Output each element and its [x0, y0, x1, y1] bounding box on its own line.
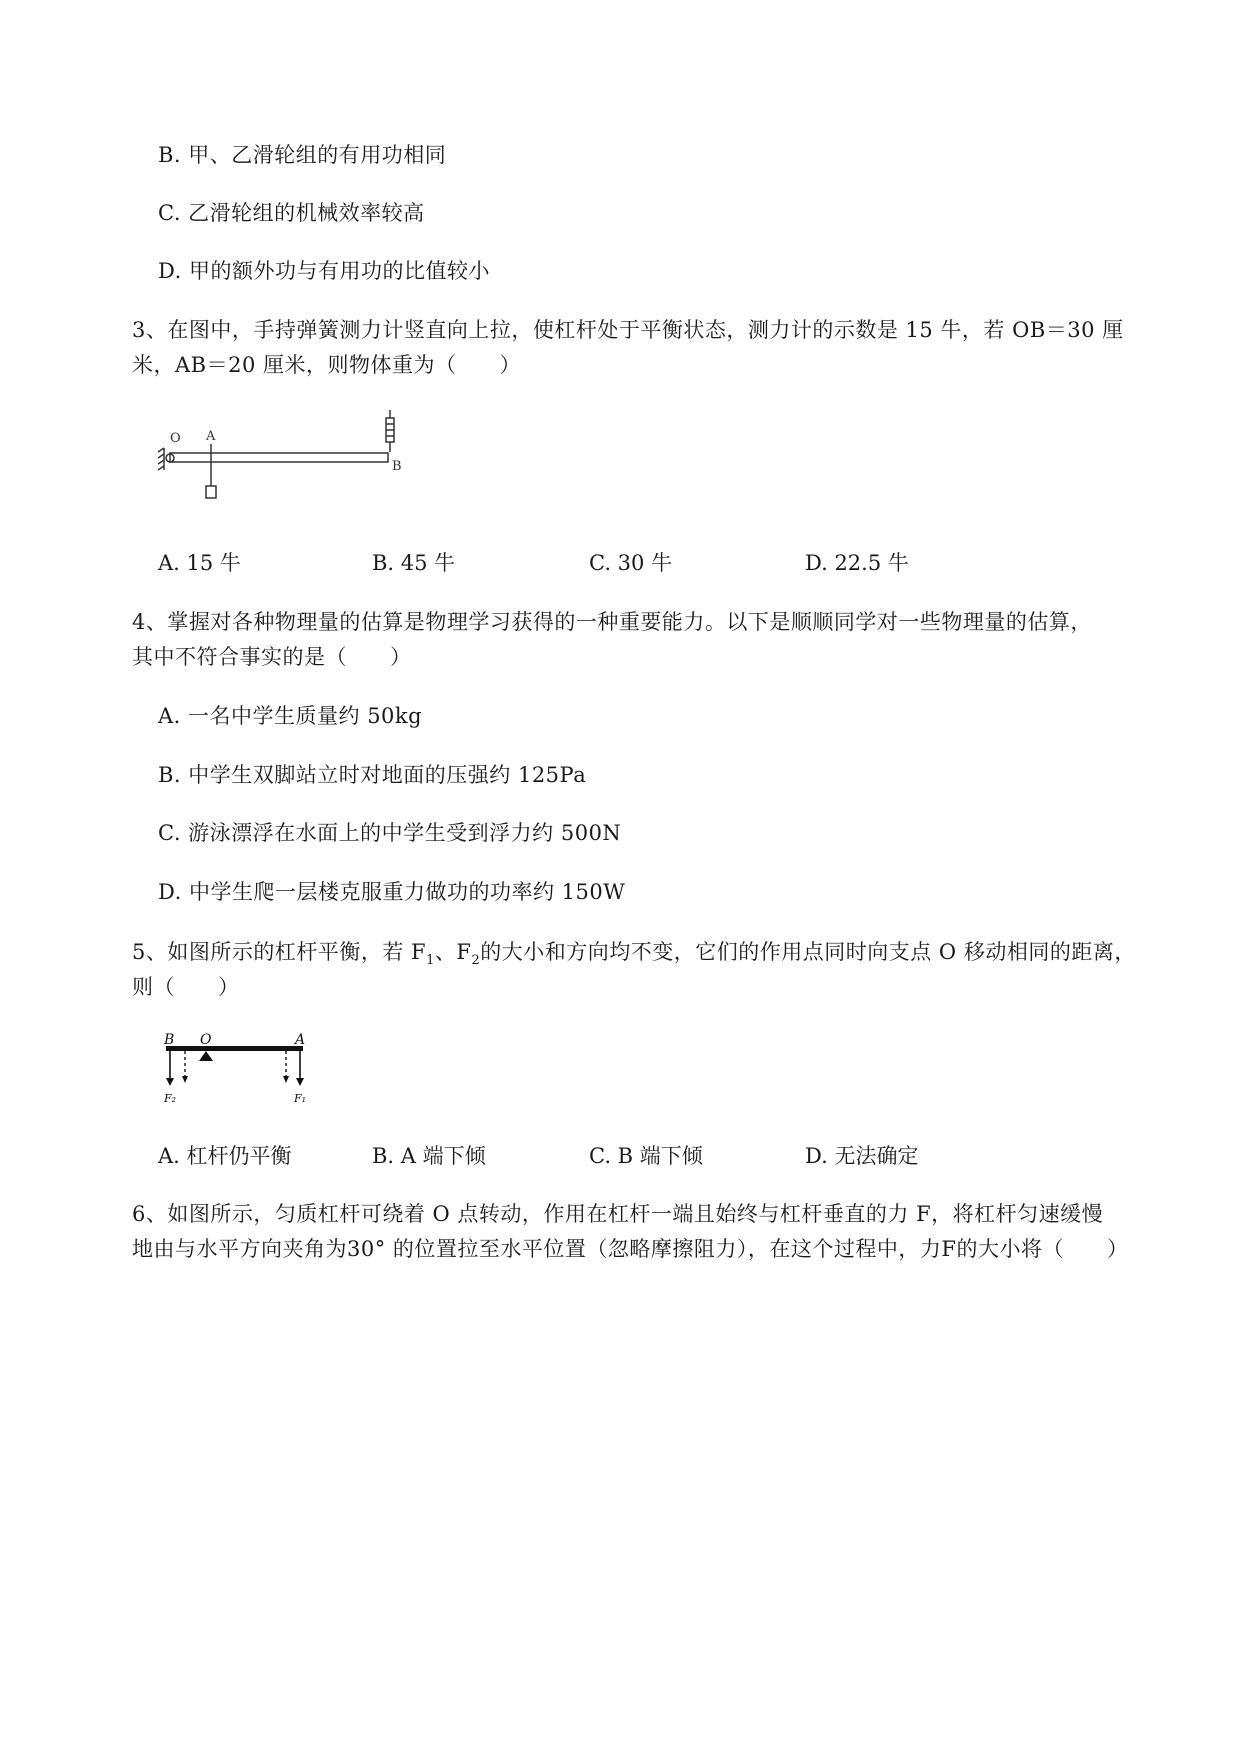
wall-support	[158, 448, 164, 470]
q4-stem-line1: 4、掌握对各种物理量的估算是物理学习获得的一种重要能力。以下是顺顺同学对一些物理量的估算，	[132, 610, 1092, 634]
q2-option-c: C. 乙滑轮组的机械效率较高	[158, 201, 425, 225]
lever-bar	[170, 453, 388, 462]
q3-option-c: C. 30 牛	[589, 551, 673, 575]
q5-lever-figure	[158, 1030, 318, 1106]
q3-option-a: A. 15 牛	[158, 551, 241, 575]
q5-option-a: A. 杠杆仍平衡	[158, 1144, 292, 1168]
q5-option-b: B. A 端下倾	[372, 1144, 486, 1168]
label-o: O	[170, 431, 181, 446]
q5-stem-line1	[132, 938, 1136, 975]
q5-sub2: 2	[471, 953, 481, 968]
q3-stem-line2: 米，AB＝20 厘米，则物体重为（ ）	[132, 353, 521, 377]
q5-option-d: D. 无法确定	[805, 1144, 919, 1168]
q5-stem-part2: 、F	[434, 940, 472, 964]
q4-option-a: A. 一名中学生质量约 50kg	[158, 704, 423, 728]
label-a: A	[295, 1032, 306, 1048]
q4-option-c: C. 游泳漂浮在水面上的中学生受到浮力约 500N	[158, 821, 622, 845]
q3-lever-figure	[150, 408, 410, 508]
q5-stem-part3: 的大小和方向均不变，它们的作用点同时向支点 O 移动相同的距离，	[480, 940, 1136, 964]
q5-option-c: C. B 端下倾	[589, 1144, 703, 1168]
q2-option-b: B. 甲、乙滑轮组的有用功相同	[158, 143, 447, 167]
q2-option-d: D. 甲的额外功与有用功的比值较小	[158, 259, 490, 283]
q6-stem-line2: 地由与水平方向夹角为30° 的位置拉至水平位置（忽略摩擦阻力），在这个过程中，力F的大小将（ ）	[132, 1237, 1129, 1261]
q4-option-d: D. 中学生爬一层楼克服重力做功的功率约 150W	[158, 880, 626, 904]
lever-bar	[166, 1046, 303, 1051]
q5-stem-line2: 则（ ）	[132, 975, 240, 999]
label-f2: F₂	[164, 1092, 177, 1105]
q4-option-b: B. 中学生双脚站立时对地面的压强约 125Pa	[158, 763, 587, 787]
spring-scale	[386, 410, 394, 452]
label-b: B	[164, 1032, 175, 1048]
q3-stem-line1: 3、在图中，手持弹簧测力计竖直向上拉，使杠杆处于平衡状态，测力计的示数是 15 牛，若 OB＝30 厘	[132, 318, 1124, 342]
q5-stem-part1: 5、如图所示的杠杆平衡，若 F	[132, 940, 427, 964]
weight-box	[206, 486, 216, 498]
label-b: B	[392, 459, 402, 474]
q4-stem-line2: 其中不符合事实的是（ ）	[132, 645, 412, 669]
label-o: O	[200, 1032, 212, 1048]
pivot-triangle	[199, 1051, 213, 1061]
q3-option-d: D. 22.5 牛	[805, 551, 909, 575]
label-a: A	[206, 429, 216, 444]
q3-option-b: B. 45 牛	[372, 551, 456, 575]
q6-stem-line1: 6、如图所示，匀质杠杆可绕着 O 点转动，作用在杠杆一端且始终与杠杆垂直的力 F，将杠杆匀速缓慢	[132, 1202, 1104, 1226]
q5-sub1: 1	[426, 953, 435, 968]
label-f1: F₁	[294, 1092, 307, 1105]
